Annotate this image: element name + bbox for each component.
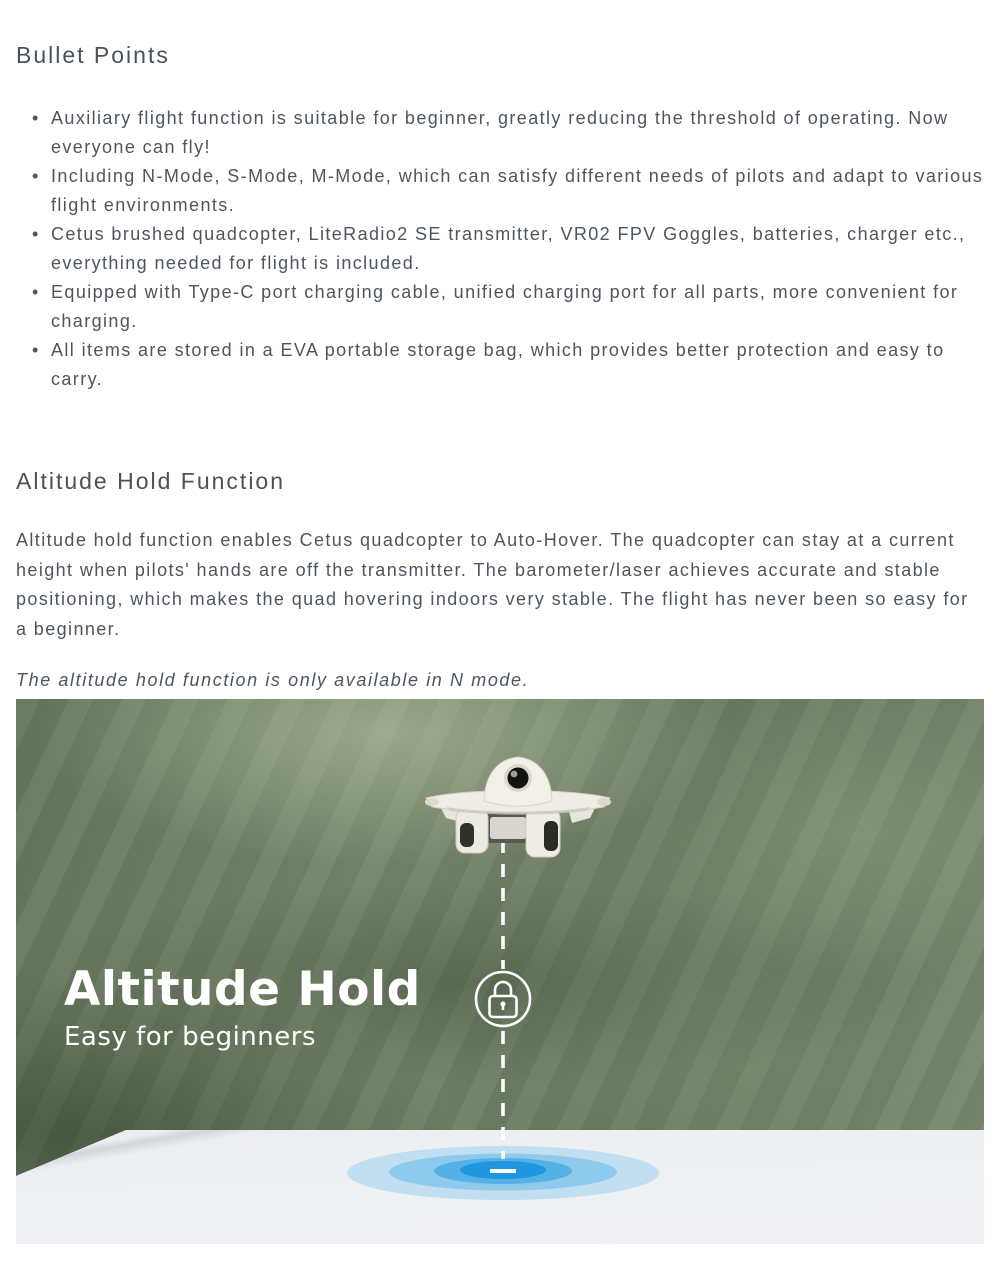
hero-caption bbox=[64, 962, 421, 1052]
list-item bbox=[32, 336, 984, 394]
bullet-text: Including N-Mode, S-Mode, M-Mode, which can satisfy different needs of pilots and adapt to various flight environments. bbox=[51, 166, 984, 215]
hero-title: Altitude Hold bbox=[64, 962, 421, 1017]
bullet-points-list bbox=[16, 104, 984, 394]
bullet-text: Auxiliary flight function is suitable for beginner, greatly reducing the threshold of operating. Now everyone can fly! bbox=[51, 108, 949, 157]
bullet-text: Cetus brushed quadcopter, LiteRadio2 SE transmitter, VR02 FPV Goggles, batteries, charger etc., everything needed for flight is included. bbox=[51, 224, 966, 273]
altitude-hold-note: The altitude hold function is only available in N mode. bbox=[16, 670, 530, 690]
altitude-hold-paragraph: Altitude hold function enables Cetus quadcopter to Auto-Hover. The quadcopter can stay at a current height when pilots' hands are off the transmitter. The barometer/laser achieves accurate and stable positioning, which makes the quad hovering indoors very stable. The flight has never been so easy for a beginner. bbox=[16, 530, 969, 639]
list-item bbox=[32, 162, 984, 220]
product-description-page bbox=[0, 40, 1000, 1286]
altitude-hold-image bbox=[16, 699, 984, 1244]
list-item bbox=[32, 220, 984, 278]
list-item bbox=[32, 278, 984, 336]
bullet-text: Equipped with Type-C port charging cable, unified charging port for all parts, more convenient for charging. bbox=[51, 282, 959, 331]
altitude-dashed-line-icon bbox=[490, 829, 516, 1171]
altitude-hold-heading: Altitude Hold Function bbox=[16, 468, 286, 494]
drone-image bbox=[425, 757, 611, 857]
list-item bbox=[32, 104, 984, 162]
bullet-text: All items are stored in a EVA portable storage bag, which provides better protection and easy to carry. bbox=[51, 340, 945, 389]
hero-subtitle: Easy for beginners bbox=[64, 1021, 316, 1052]
lock-icon bbox=[476, 972, 530, 1026]
bullet-points-heading: Bullet Points bbox=[16, 42, 170, 68]
